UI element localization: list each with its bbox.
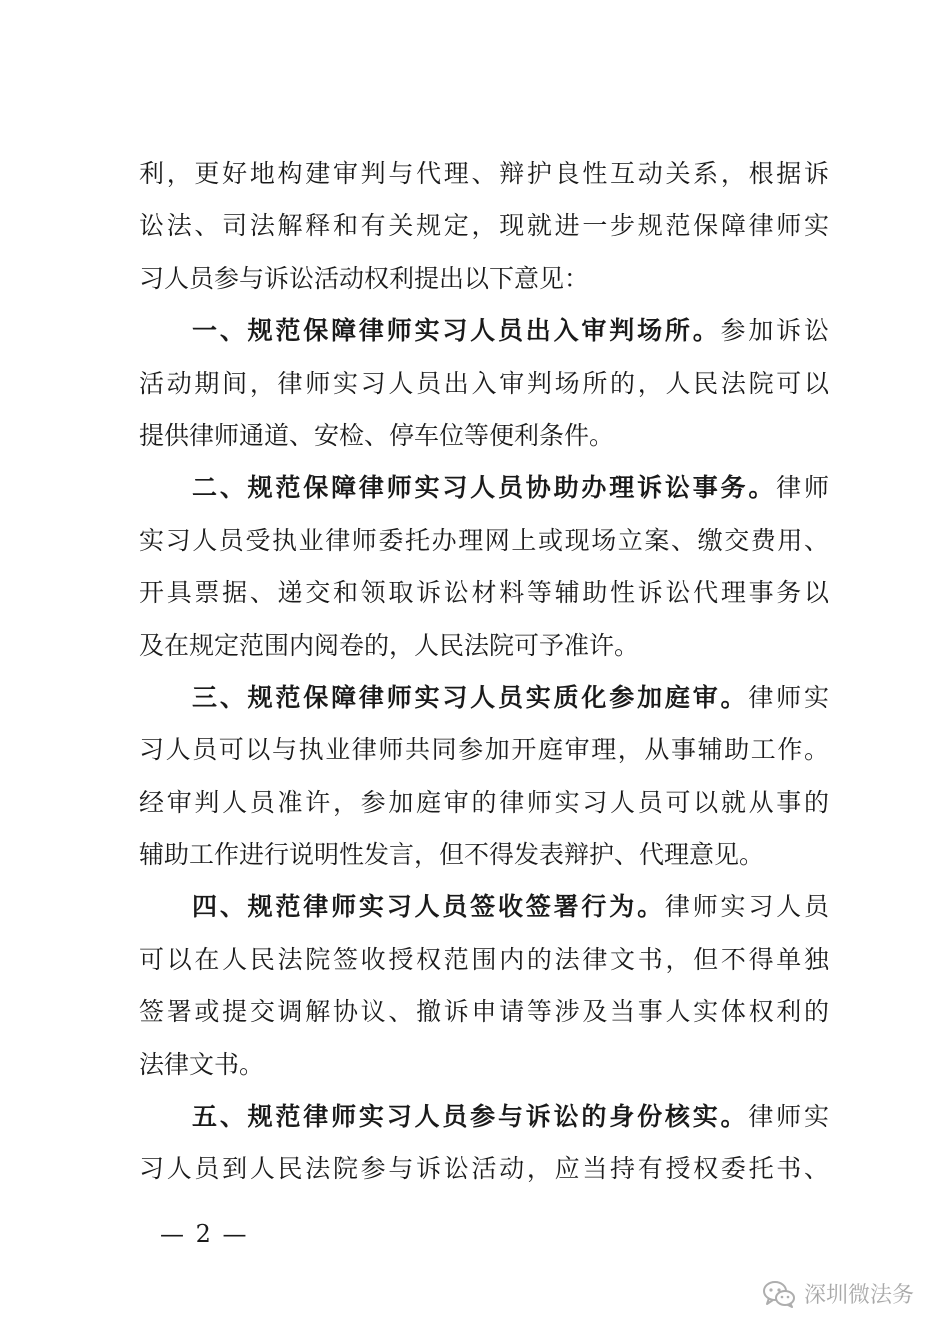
section-1-heading: 一、规范保障律师实习人员出入审判场所。 [192, 316, 721, 346]
body-line [139, 829, 829, 881]
body-line [139, 1039, 829, 1091]
section-5-first-line [139, 1091, 829, 1143]
line-text: 活动期间，律师实习人员出入审判场所的，人民法院可以 [139, 368, 829, 398]
line-text: 及在规定范围内阅卷的，人民法院可予准许。 [139, 630, 640, 660]
body-line [139, 358, 829, 410]
body-line [139, 1143, 829, 1195]
line-text: 法律文书。 [139, 1049, 265, 1079]
section-1-first-line [139, 305, 829, 357]
line-text: 利，更好地构建审判与代理、辩护良性互动关系，根据诉 [139, 159, 829, 188]
line-text: 习人员可以与执业律师共同参加开庭审理，从事辅助工作。 [139, 735, 829, 765]
line-text: 习人员参与诉讼活动权利提出以下意见： [139, 263, 590, 293]
line-text: 提供律师通道、安检、停车位等便利条件。 [139, 420, 615, 450]
watermark-text: 深圳微法务 [804, 1283, 915, 1308]
body-line [139, 724, 829, 776]
section-4-heading: 四、规范律师实习人员签收签署行为。 [192, 892, 665, 922]
line-text: 签署或提交调解协议、撤诉申请等涉及当事人实体权利的 [139, 997, 829, 1027]
body-line [139, 410, 829, 462]
body-line [139, 777, 829, 829]
line-text: 辅助工作进行说明性发言，但不得发表辩护、代理意见。 [139, 840, 765, 870]
body-line [139, 934, 829, 986]
body-line [139, 620, 829, 672]
line-text: 经审判人员准许，参加庭审的律师实习人员可以就从事的 [139, 787, 829, 817]
watermark [762, 1278, 914, 1309]
section-3-first-line [139, 672, 829, 724]
line-text: 律师 [776, 473, 829, 503]
page-number: — 2 — [160, 1220, 249, 1248]
line-text: 习人员到人民法院参与诉讼活动，应当持有授权委托书、 [139, 1154, 829, 1184]
body-line [139, 253, 829, 305]
body-line [139, 200, 829, 252]
section-3-heading: 三、规范保障律师实习人员实质化参加庭审。 [192, 682, 749, 712]
line-text: 可以在人民法院签收授权范围内的法律文书，但不得单独 [139, 944, 829, 974]
line-text: 律师实 [748, 682, 829, 712]
body-line [139, 986, 829, 1038]
section-2-heading: 二、规范保障律师实习人员协助办理诉讼事务。 [192, 473, 777, 503]
document-body [139, 148, 829, 1196]
section-2-first-line [139, 462, 829, 514]
line-text: 讼法、司法解释和有关规定，现就进一步规范保障律师实 [139, 211, 829, 241]
line-text: 实习人员受执业律师委托办理网上或现场立案、缴交费用、 [139, 525, 829, 555]
line-text: 参加诉讼 [720, 316, 829, 346]
line-text: 律师实习人员 [664, 892, 829, 922]
line-text: 开具票据、递交和领取诉讼材料等辅助性诉讼代理事务以 [139, 578, 829, 608]
body-line [139, 567, 829, 619]
section-5-heading: 五、规范律师实习人员参与诉讼的身份核实。 [192, 1102, 749, 1132]
section-4-first-line [139, 881, 829, 933]
wechat-icon [762, 1279, 796, 1309]
body-line [139, 148, 829, 200]
line-text: 律师实 [748, 1102, 829, 1132]
body-line [139, 515, 829, 567]
